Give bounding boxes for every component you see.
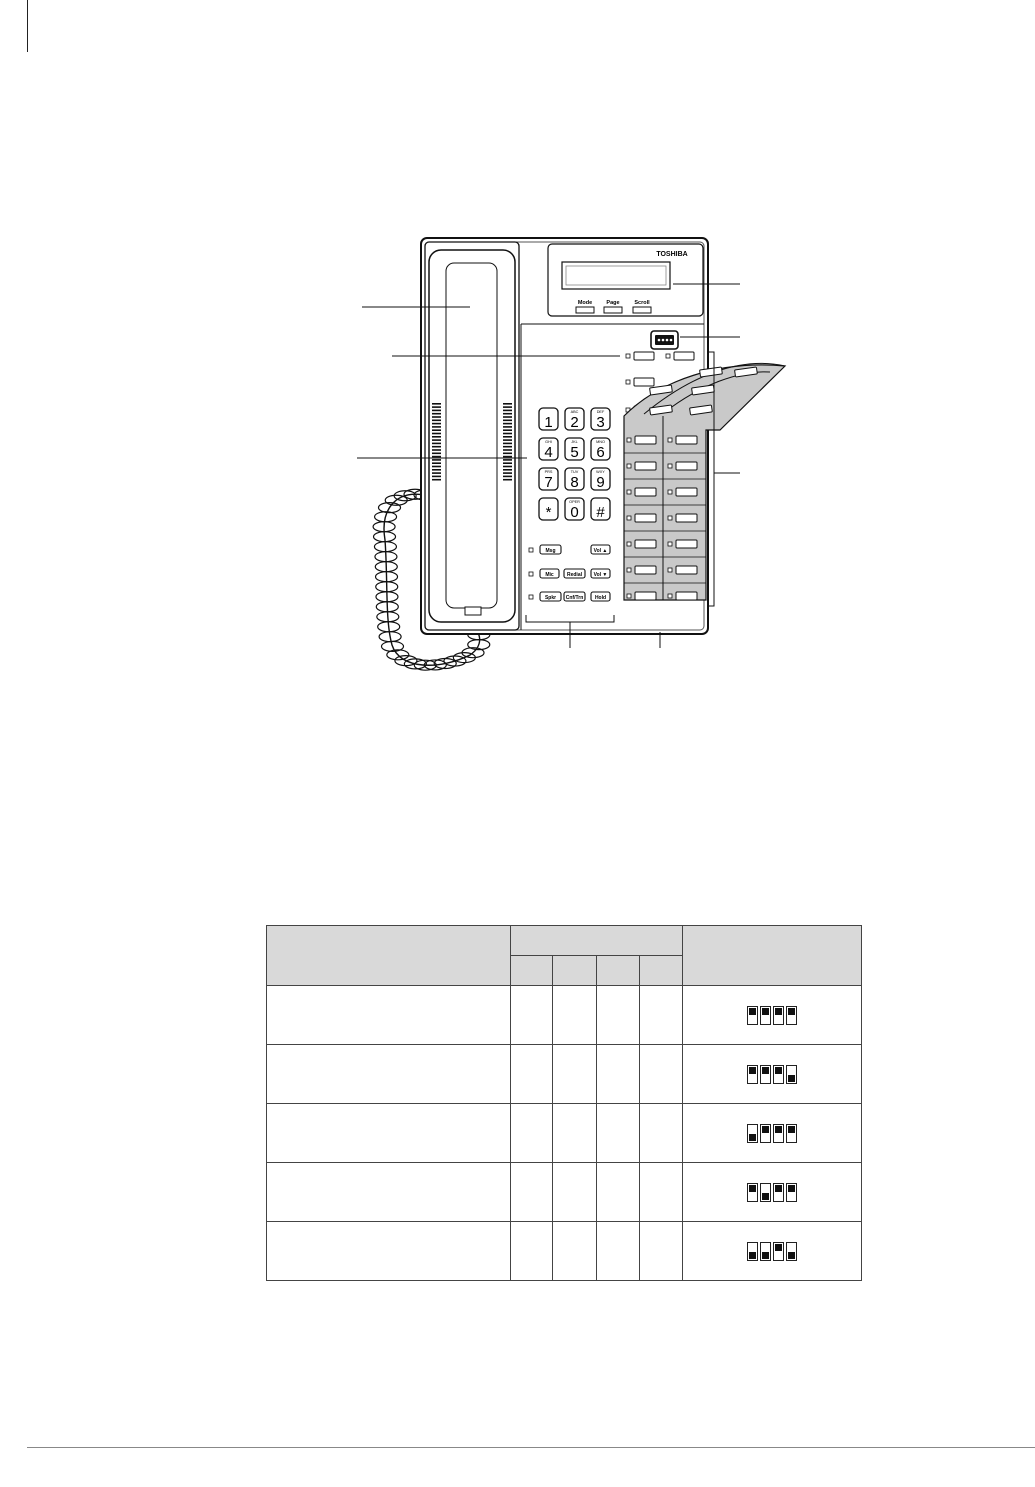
dialpad-key[interactable] [565,498,584,521]
dip-switch-knob [788,1075,795,1082]
dip-switch-table-wrapper [266,925,862,1281]
dialpad-key[interactable] [591,438,610,461]
dialpad-key-letters: GHI [545,440,552,444]
speaker-slot [503,406,512,408]
dip-switch-knob [762,1252,769,1259]
strip-key-button[interactable] [676,566,697,574]
softkey-button[interactable] [576,307,594,313]
dialpad-key[interactable] [539,408,558,431]
strip-key-led [668,438,672,442]
softkey-label: Page [606,300,620,306]
feature-key-vol-down[interactable] [591,569,610,578]
table-row [267,1222,862,1281]
strip-key-button[interactable] [676,488,697,496]
feature-led [529,548,533,552]
dialpad-key-digit: 5 [570,444,579,461]
dip-switch-knob [775,1244,782,1251]
feature-led [529,595,533,599]
switch-cell [640,1222,683,1281]
strip-key-button[interactable] [635,436,656,444]
feature-key-redial[interactable] [564,569,585,578]
dip-switch-knob [762,1008,769,1015]
speaker-slot [432,410,441,412]
speaker-slot [503,413,512,415]
strip-key-led [668,594,672,598]
feature-key-label: Hold [594,595,607,601]
dialpad-key-letters: ABC [570,410,579,414]
feature-key-vol-up[interactable] [591,545,610,554]
dialpad-key-digit: 4 [544,444,553,461]
dip-switch-up [786,1124,797,1143]
dialpad-key-digit: 7 [544,474,553,491]
feature-key-hold[interactable] [591,592,610,601]
dip-switch-down [786,1242,797,1261]
dip-switch-down [747,1124,758,1143]
strip-key-led [668,464,672,468]
speaker-slot [432,416,441,418]
dialpad-key-digit: 8 [570,474,579,491]
dialpad-key-digit: 3 [596,414,605,431]
dip-switch-diagram [683,1242,861,1261]
feature-key-label: Mic [545,572,554,578]
dip-switch-up [760,1124,771,1143]
setting-cell [267,1163,511,1222]
softkey-button[interactable] [633,307,651,313]
dip-switch-up [760,1065,771,1084]
dip-switch-knob [788,1126,795,1133]
dialpad-key[interactable] [565,468,584,491]
dialpad-key-digit: 2 [570,414,579,431]
speaker-slot [503,410,512,412]
switch-cell [597,1163,640,1222]
setting-cell [267,1222,511,1281]
speaker-slot [503,416,512,418]
dip-switch-up [773,1183,784,1202]
speaker-slot [432,429,441,431]
speaker-slot [432,469,441,471]
dip-switch-diagram [683,1183,861,1202]
dip-switch-knob [788,1252,795,1259]
switch-cell [553,1104,597,1163]
dip-switch-up [747,1183,758,1202]
speaker-slot [432,472,441,474]
strip-key-button[interactable] [676,592,697,600]
speaker-slot [503,449,512,451]
dip-switch-up [786,1006,797,1025]
speaker-slot [503,403,512,405]
switch-diagram-cell [683,1045,862,1104]
speaker-slot [503,439,512,441]
switch-cell [640,1163,683,1222]
line-key-led [666,354,670,358]
speaker-slot [503,469,512,471]
strip-key-led [668,490,672,494]
strip-key-button[interactable] [635,566,656,574]
dip-switch-diagram [683,1065,861,1084]
speaker-slot [503,436,512,438]
feature-key-msg[interactable] [540,545,561,554]
strip-key-led [627,438,631,442]
feature-key-spkr[interactable] [540,592,561,601]
switch-cell [510,1104,553,1163]
speaker-slot [432,479,441,481]
dip-switch-knob [788,1008,795,1015]
speaker-slot [503,472,512,474]
dialpad-key[interactable] [539,498,558,521]
handset-cord-jack [465,607,481,615]
dip-switch-knob [762,1067,769,1074]
dialpad-key[interactable] [539,438,558,461]
speaker-slot [432,413,441,415]
switch-cell [510,986,553,1045]
switch-cell [553,1163,597,1222]
dip-switch-knob [775,1067,782,1074]
strip-key-button[interactable] [635,462,656,470]
table-row [267,1163,862,1222]
switch-diagram-cell [683,1104,862,1163]
speaker-slot [432,433,441,435]
strip-key-led [668,542,672,546]
dip-switch-knob [762,1193,769,1200]
dip-switch-down [760,1242,771,1261]
dialpad-key[interactable] [591,498,610,521]
telephone-illustration [0,0,1035,700]
dip-switch-up [786,1183,797,1202]
strip-key-led [627,568,631,572]
feature-key-label: Redial [566,572,583,578]
softkey-button[interactable] [604,307,622,313]
dialpad-key-letters: DEF [596,410,605,414]
dialpad-key-letters: OPER [569,500,580,504]
dialpad-key-digit: 1 [544,414,553,431]
dialpad-key-digit: * [545,504,552,521]
speaker-slot [432,443,441,445]
setting-cell [267,1104,511,1163]
strip-key-button[interactable] [635,488,656,496]
strip-key-button[interactable] [635,540,656,548]
bottom-margin-rule [27,1447,1035,1448]
switch-diagram-cell [683,1163,862,1222]
speaker-slot [432,423,441,425]
speaker-slot [432,453,441,455]
dialpad-key[interactable] [591,408,610,431]
dip-switch-knob [762,1126,769,1133]
speaker-slot [503,459,512,461]
switch-cell [510,1045,553,1104]
feature-led [529,572,533,576]
dip-switch-up [747,1065,758,1084]
dialpad-key-digit: # [596,504,605,521]
header-switch-3 [597,956,640,986]
switch-cell [640,986,683,1045]
feature-key-cnf-trn[interactable] [564,592,585,601]
strip-key-led [627,490,631,494]
feature-key-label: Cnf/Trn [565,595,584,601]
feature-key-label: Vol ▲ [593,548,608,554]
dip-switch-down [786,1065,797,1084]
soft-keys [576,300,651,313]
dip-switch-knob [775,1126,782,1133]
dialpad-key-letters: TUV [570,470,579,474]
speaker-slot [503,433,512,435]
speaker-slot [432,406,441,408]
feature-key-label: Spkr [544,595,557,601]
feature-key-label: Msg [545,548,556,554]
line-key-led [626,380,630,384]
speaker-slot [432,436,441,438]
brand-logo: TOSHIBA [656,251,688,258]
strip-key-button[interactable] [635,514,656,522]
speaker-slot [503,420,512,422]
speaker-slot [503,453,512,455]
switch-cell [597,1045,640,1104]
dip-switch-knob [749,1067,756,1074]
line-key-button[interactable] [674,352,694,360]
strip-key-button[interactable] [676,514,697,522]
switch-cell [640,1045,683,1104]
speaker-slot [503,423,512,425]
dip-switch-knob [775,1008,782,1015]
switch-diagram-cell [683,1222,862,1281]
dialpad-key[interactable] [539,468,558,491]
line-key-button[interactable] [634,378,654,386]
dialpad-key[interactable] [591,468,610,491]
dip-switch-up [747,1006,758,1025]
dip-switch-knob [775,1185,782,1192]
strip-key-led [668,516,672,520]
speaker-slot [432,403,441,405]
speaker-slot [503,462,512,464]
strip-key-button[interactable] [676,540,697,548]
switch-diagram-cell [683,986,862,1045]
speaker-slot [503,429,512,431]
dip-switch-up [773,1124,784,1143]
softkey-label: Mode [577,300,593,306]
setting-cell [267,1045,511,1104]
speaker-slot [432,476,441,478]
table-row [267,1045,862,1104]
dip-switch-knob [749,1134,756,1141]
header-switch-4 [640,956,683,986]
dip-switch-diagram [683,1006,861,1025]
dip-switch-up [773,1006,784,1025]
switch-cell [597,986,640,1045]
speaker-slot [503,446,512,448]
strip-key-button[interactable] [635,592,656,600]
switch-cell [640,1104,683,1163]
speaker-slot [432,426,441,428]
header-switch-group [510,926,683,956]
key-strip-overlay [624,365,785,600]
switch-cell [597,1104,640,1163]
dip-switch-knob [749,1185,756,1192]
speaker-slot [432,466,441,468]
dip-switch-knob [788,1185,795,1192]
speaker-slot [503,456,512,458]
switch-cell [553,1222,597,1281]
strip-key-led [627,464,631,468]
dialpad-key[interactable] [565,438,584,461]
line-key-led [626,354,630,358]
feature-key-label: Vol ▼ [593,572,608,578]
dialpad-key[interactable] [565,408,584,431]
dialpad-key-digit: 6 [596,444,605,461]
dip-switch-up [773,1242,784,1261]
dialpad-key-digit: 0 [570,504,579,521]
table-row [267,986,862,1045]
dialpad-key-letters: JKL [571,440,578,444]
header-setting [267,926,511,986]
dip-switch-table [266,925,862,1281]
dialpad-key-letters: WXY [596,470,605,474]
speaker-slot [432,456,441,458]
softkey-label: Scroll [634,300,650,306]
speaker-slot [503,426,512,428]
switch-cell [553,1045,597,1104]
dialpad-key-digit: 9 [596,474,605,491]
strip-key-led [627,516,631,520]
speaker-slot [432,459,441,461]
speaker-slot [503,466,512,468]
switch-cell [553,986,597,1045]
dialpad-key-letters: PRS [544,470,553,474]
handset-grip [446,263,497,608]
dip-switch-knob [749,1008,756,1015]
line-key-button[interactable] [634,352,654,360]
strip-key-led [627,594,631,598]
speaker-slot [503,479,512,481]
switch-cell [510,1163,553,1222]
dip-switch-up [773,1065,784,1084]
speaker-slot [432,446,441,448]
dip-switch-diagram [683,1124,861,1143]
strip-key-button[interactable] [676,436,697,444]
speaker-slot [432,449,441,451]
speaker-slot [503,476,512,478]
strip-key-led [627,542,631,546]
header-switch-2 [553,956,597,986]
speaker-slot [432,420,441,422]
dip-switch-up [760,1006,771,1025]
dialpad-key-letters: MNO [596,440,605,444]
dip-switch-down [747,1242,758,1261]
feature-key-mic[interactable] [540,569,559,578]
header-diagram [683,926,862,986]
strip-key-button[interactable] [676,462,697,470]
speaker-slot [432,462,441,464]
speaker-slot [503,443,512,445]
header-switch-1 [510,956,553,986]
table-row [267,1104,862,1163]
switch-cell [510,1222,553,1281]
speaker-slot [432,439,441,441]
switch-cell [597,1222,640,1281]
strip-key-led [668,568,672,572]
setting-cell [267,986,511,1045]
dip-switch-down [760,1183,771,1202]
dip-switch-knob [749,1252,756,1259]
